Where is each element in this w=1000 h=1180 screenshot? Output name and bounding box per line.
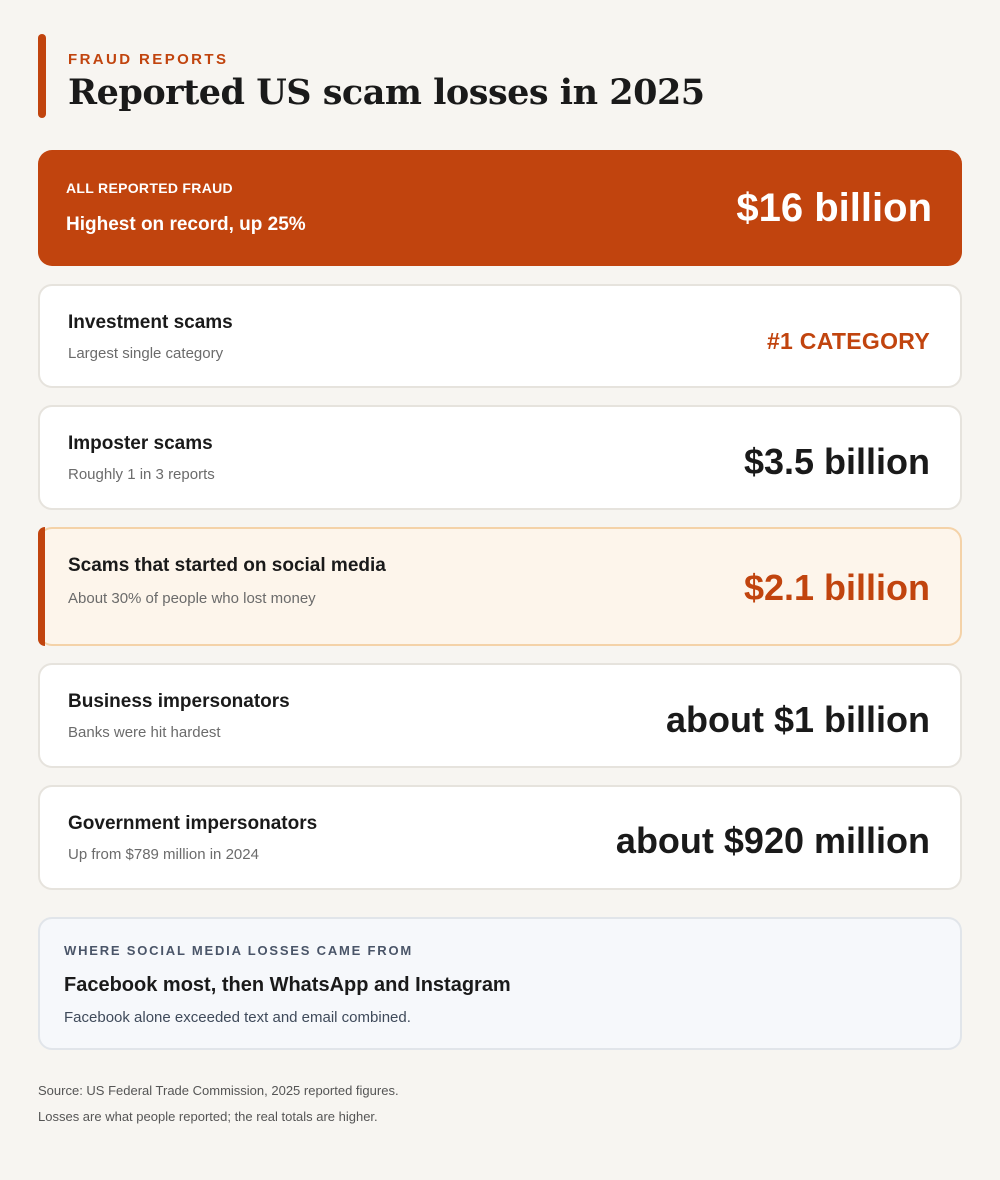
- category-value: $3.5 billion: [743, 441, 930, 482]
- category-sub: Roughly 1 in 3 reports: [68, 466, 215, 483]
- category-card-imposter: [38, 405, 962, 510]
- total-fraud-card: [38, 150, 962, 266]
- page-header: [38, 34, 705, 118]
- category-value: $2.1 billion: [743, 567, 930, 608]
- source-note: Source: US Federal Trade Commission, 2025 reported figures.: [38, 1083, 399, 1098]
- category-card-investment: [38, 284, 962, 388]
- total-fraud-value: $16 billion: [736, 186, 932, 230]
- category-card-social-media: [38, 527, 962, 646]
- category-name: Investment scams: [68, 312, 233, 333]
- note-label: WHERE SOCIAL MEDIA LOSSES CAME FROM: [64, 943, 414, 958]
- category-value: #1 CATEGORY: [766, 328, 930, 354]
- category-name: Government impersonators: [68, 813, 318, 834]
- total-fraud-subtitle: Highest on record, up 25%: [66, 214, 306, 235]
- note-title: Facebook most, then WhatsApp and Instagram: [64, 974, 511, 996]
- note-text: Facebook alone exceeded text and email combined.: [64, 1009, 411, 1026]
- category-sub: Banks were hit hardest: [68, 724, 221, 741]
- total-fraud-label: ALL REPORTED FRAUD: [66, 180, 233, 196]
- disclaimer-note: Losses are what people reported; the real totals are higher.: [38, 1109, 378, 1124]
- page-title: Reported US scam losses in 2025: [68, 72, 705, 113]
- category-value: about $920 million: [615, 820, 930, 861]
- category-name: Imposter scams: [68, 433, 213, 454]
- category-card-business: [38, 663, 962, 768]
- kicker-label: FRAUD REPORTS: [68, 51, 229, 68]
- category-name: Scams that started on social media: [68, 555, 386, 576]
- category-sub: Up from $789 million in 2024: [68, 846, 259, 863]
- highlight-accent-bar: [38, 527, 45, 646]
- category-name: Business impersonators: [68, 691, 290, 712]
- category-card-government: [38, 785, 962, 890]
- category-sub: About 30% of people who lost money: [68, 590, 316, 607]
- header-accent-bar: [38, 34, 46, 118]
- category-sub: Largest single category: [68, 345, 224, 362]
- category-value: about $1 billion: [665, 699, 930, 740]
- social-media-note: [38, 917, 962, 1050]
